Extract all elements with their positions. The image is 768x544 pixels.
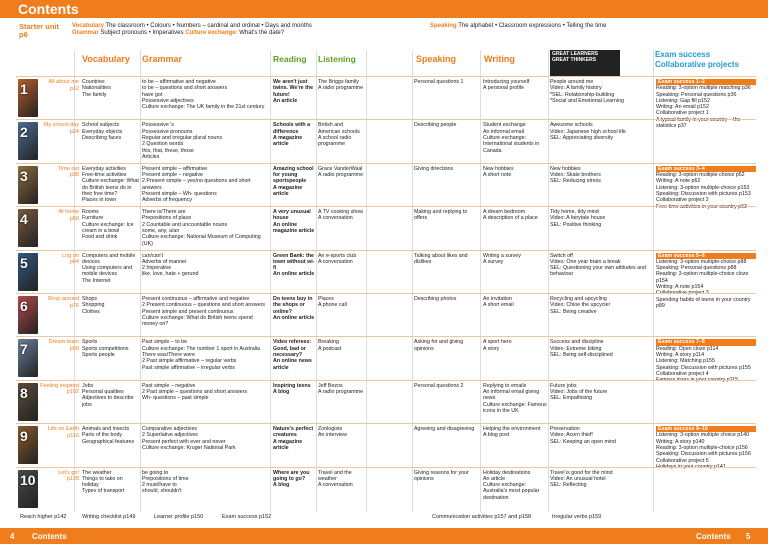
starter-unit-speaking: Speaking The alphabet • Classroom expressions • Telling the time <box>430 23 607 29</box>
speaking-cell: Giving directions <box>414 165 454 172</box>
unit-row <box>16 293 756 336</box>
grammar-cell: Present simple – affirmative Present simple – negative 2 Present simple – yes/no questions and short answers Present simple – Wh- questions Adverbs of frequency <box>142 165 251 204</box>
speaking-cell: Giving reasons for your opinions <box>414 469 469 482</box>
writing-cell: New hobbies A short note <box>483 165 514 179</box>
footer-bar <box>0 528 768 544</box>
vocabulary-cell: Jobs Personal qualities Adjectives to describe jobs <box>82 382 134 408</box>
bottom-references <box>16 514 756 522</box>
vocabulary-cell: The weather Things to take on holiday Types of transport <box>82 469 125 495</box>
exam-success-heading: Exam success 7–8 <box>656 339 756 345</box>
exam-success-text: Reading: 3-option multiple choice p62 Writing: A note p62 Listening: 3-option multiple-choice p153 Speaking: Discussion with pictures p153 Collaborative project 2 Free-time activities in your country p63 <box>656 172 751 210</box>
unit-number: 1 <box>20 81 28 97</box>
exam-success-text: Reading: 3-option multiple matching p36 Speaking: Personal questions p36 Listening: Gap fill p152 Writing: An email p152 Collaborative project 1 A typical family in your country – the statistics p37 <box>656 85 751 130</box>
listening-cell: Grace VanderWaal A radio programme <box>318 165 364 179</box>
great-learners-cell: Tidy home, tidy mind Video: A fairytale house SEL: Positive thinking <box>550 209 606 228</box>
unit-number: 6 <box>20 298 28 314</box>
unit-title: My school day p24 <box>43 122 79 135</box>
unit-title: Feeling inspired p102 <box>40 382 79 396</box>
left-footer-title: Contents <box>32 532 67 541</box>
right-page-number: 5 <box>746 532 751 541</box>
grammar-cell: Past simple – negative 2 Past simple – questions and short answers Wh- questions – past simple <box>142 382 248 402</box>
page-title: Contents <box>18 1 79 17</box>
unit-row <box>16 206 756 249</box>
unit-row <box>16 119 756 162</box>
header-reading: Reading <box>273 54 307 64</box>
reading-cell: Do teens buy in the shops or online? An online article <box>273 296 315 321</box>
listening-cell: A TV cooking show A conversation <box>318 209 363 222</box>
unit-number: 4 <box>20 211 28 228</box>
vocabulary-cell: Computers and mobile devices Using computers and mobile devices The Internet <box>82 252 136 284</box>
exam-success-heading: Exam success 1–2 <box>656 79 756 85</box>
listening-cell: Places A phone call <box>318 296 347 309</box>
listening-cell: Zoologists An interview <box>318 426 347 439</box>
unit-title: Life on Earth p116 <box>47 426 79 439</box>
great-learners-cell: New hobbies Video: Skate brothers SEL: Reducing stress <box>550 165 601 185</box>
reading-cell: A very unusual house An online magazine article <box>273 209 315 235</box>
grammar-cell: can/can't Adverbs of manner 2 Imperative like, love, hate + gerund <box>142 252 199 278</box>
grammar-cell: be going to Prepositions of time 2 must/have to should, shouldn't <box>142 469 189 495</box>
header-vocabulary: Vocabulary <box>82 54 130 64</box>
reading-cell: Where are you going to go? A blog <box>273 469 310 489</box>
great-learners-cell: Preservation Video: Acorn thief! SEL: Keeping an open mind <box>550 426 616 445</box>
great-learners-cell: People around me Video: A family history *SEL: Relationship-building *Social and Emotional Learning <box>550 79 624 104</box>
great-learners-cell: Switch off Video: One year brain a break SEL: Questioning your own attitudes and behaviour <box>550 252 646 278</box>
exam-success-heading: Exam success 9–10 <box>656 426 756 432</box>
great-learners-cell: Future jobs Video: Jobs of the future SEL: Empathising <box>550 382 608 402</box>
left-page-number: 4 <box>10 532 15 541</box>
speaking-cell: Describing photos <box>414 296 457 302</box>
header-grammar: Grammar <box>142 54 183 64</box>
writing-cell: A sport hero A story <box>483 339 512 352</box>
grammar-cell: Past simple – to be Culture exchange: The number 1 sport in Australia There was/There were 2 Past simple affirmative – regular verbs Past simple affirmative – irregular verbs <box>142 339 260 371</box>
writing-cell: Writing a survey A survey <box>483 252 521 265</box>
starter-unit-row <box>16 22 756 44</box>
reach-higher-ref: Reach higher p142 <box>20 514 67 520</box>
unit-title: All about me p12 <box>48 79 79 92</box>
unit-row <box>16 467 756 510</box>
contents-title-bar <box>0 0 768 18</box>
listening-cell: British and American schools A school radio programme <box>318 122 360 148</box>
unit-number: 10 <box>20 471 36 488</box>
unit-number: 5 <box>20 254 28 271</box>
irregular-verbs-ref: Irregular verbs p159 <box>552 514 602 520</box>
listening-cell: Travel and the weather A conversation <box>318 469 353 489</box>
starter-unit-vocab-grammar: Vocabulary The classroom • Colours • Numbers – cardinal and ordinal • Days and months Grammar Subject pronouns • Imperatives Culture exchange: What's the date? <box>72 23 312 36</box>
speaking-cell: Talking about likes and dislikes <box>414 252 468 265</box>
grammar-cell: Present continuous – affirmative and negative 2 Present continuous – questions and short answers Present simple and present continuous Culture exchange: What do British teens spend money on? <box>142 296 266 328</box>
writing-cell: Student exchange An informal email Culture exchange: International students in Canada <box>483 122 540 154</box>
reading-cell: Inspiring teens A blog <box>273 382 311 396</box>
unit-row <box>16 380 756 423</box>
vocabulary-cell: Countries Nationalities The family <box>82 79 111 98</box>
vocabulary-cell: Rooms Furniture Culture exchange: Ice cream in a bowl Food and drink <box>82 209 134 241</box>
writing-cell: Replying to emails An informal email giving news Culture exchange: Famous icons in the UK <box>483 382 547 414</box>
vocabulary-cell: Sports Sports competitions Sports people <box>82 339 129 358</box>
exam-success-text: Reading: Open cloze p114 Writing: A story p114 Listening: Matching p155 Speaking: Discussion with pictures p155 Collaborative project 4 Famous icons in your country p115 <box>656 345 751 384</box>
great-learners-cell: Travel is good for the mind Video: An unusual hotel SEL: Reflecting <box>550 469 613 489</box>
unit-title: Shop around p76 <box>47 296 79 309</box>
speaking-cell: Personal questions 2 <box>414 382 464 389</box>
unit-number: 8 <box>20 384 28 401</box>
listening-cell: Breaking A podcast <box>318 339 342 352</box>
writing-cell: Introducing yourself A personal profile <box>483 79 530 92</box>
right-footer-title: Contents <box>696 532 731 541</box>
reading-cell: We aren't just twins. We're the future! An article <box>273 79 314 104</box>
reading-cell: Amazing school for young sportspeople A magazine article <box>273 165 314 197</box>
writing-cell: A dream bedroom A description of a place <box>483 209 538 222</box>
speaking-cell: Personal questions 1 <box>414 79 464 85</box>
unit-title: Log on p64 <box>62 252 79 266</box>
reading-cell: Schools with a difference A magazine article <box>273 122 311 148</box>
grammar-cell: to be – affirmative and negative to be – questions and short answers have got Possessive adjectives Culture exchange: The UK family in the 21st century <box>142 79 265 111</box>
starter-unit-label: Starter unit p6 <box>19 22 60 39</box>
vocabulary-cell: Everyday activities Free-time activities Culture exchange: What do British teens do in their free time? Places in town <box>82 165 139 204</box>
unit-title: At home p50 <box>58 209 79 222</box>
writing-cell: Helping the environment A blog post <box>483 426 541 439</box>
great-learners-cell: Recycling and upcycling Video: Chloe the upcycler SEL: Being creative <box>550 296 611 315</box>
unit-number: 7 <box>20 341 28 358</box>
listening-cell: The Briggs family A radio programme <box>318 79 364 92</box>
grammar-cell: Comparative adjectives 2 Superlative adjectives Present perfect with ever and never Culture exchange: Kruger National Park <box>142 426 236 452</box>
speaking-cell: Asking for and giving opinions <box>414 339 464 352</box>
writing-cell: Holiday destinations An article Culture exchange: Australia's most popular destination <box>483 469 540 501</box>
speaking-cell: Agreeing and disagreeing <box>414 426 475 433</box>
great-learners-cell: Awesome schools Video: Japanese high school life SEL: Appreciating diversity <box>550 122 626 141</box>
exam-success-heading: Exam success 3–4 <box>656 166 756 172</box>
header-exam-success: Exam success Collaborative projects <box>655 50 740 69</box>
header-listening: Listening <box>318 54 356 64</box>
speaking-cell: Describing people <box>414 122 457 129</box>
great-learners-cell: Success and discipline Video: Extreme biking SEL: Being self-disciplined <box>550 339 613 358</box>
reading-cell: Nature's perfect creatures A magazine article <box>273 426 314 452</box>
vocabulary-cell: Animals and insects Parts of the body Geographical features <box>82 426 135 445</box>
unit-number: 9 <box>20 428 28 445</box>
header-great-learners: GREAT LEARNERS GREAT THINKERS <box>550 50 620 76</box>
unit-number: 3 <box>20 167 28 184</box>
vocabulary-cell: Shops Shopping Clothes <box>82 296 105 315</box>
exam-success-heading: Exam success 5–6 <box>656 253 756 259</box>
unit-row <box>16 163 756 210</box>
header-writing: Writing <box>484 54 515 64</box>
listening-cell: Jeff Bezos A radio programme <box>318 382 364 396</box>
reading-cell: Video referees: Good, bad or necessary? An online news article <box>273 339 312 371</box>
communication-activities-ref: Communication activities p157 and p158 <box>432 514 532 520</box>
reading-cell: Green Bank: the town without wi-fi An online article <box>273 252 315 278</box>
unit-title: Dream team p90 <box>48 339 79 352</box>
exam-success-text: Listening: 3-option multiple choice p140 Writing: A story p140 Reading: 3-option multiple-choice p156 Speaking: Discussion with pictures p156 Collaborative project 5 Holidays in your country p141 <box>656 432 751 470</box>
unit-title: Let's go! p128 <box>58 469 79 483</box>
listening-cell: An e-sports club A conversation <box>318 252 357 265</box>
exam-success-text: Listening: 3-option multiple-choice p88 Speaking: Personal questions p88 Reading: 3-option multiple-choice cloze p154 Writing: A note p154 Collaborative project 3 Spending habits of teens in your country p89 <box>656 258 751 309</box>
grammar-cell: Possessive 's Possessive pronouns Regular and irregular plural nouns 2 Question words this, that, these, those Articles <box>142 122 223 160</box>
learner-profile-ref: Learner profile p150 <box>154 514 204 520</box>
writing-checklist-ref: Writing checklist p149 <box>82 514 136 520</box>
header-speaking: Speaking <box>416 54 457 64</box>
grammar-cell: There is/There are Prepositions of place 2 Countable and uncountable nouns some, any, a/an Culture exchange: National Museum of Computing (UK) <box>142 209 261 247</box>
speaking-cell: Making and replying to offers <box>414 209 468 222</box>
unit-row <box>16 423 756 470</box>
vocabulary-cell: School subjects Everyday objects Describing faces <box>82 122 123 141</box>
unit-number: 2 <box>20 124 28 141</box>
exam-success-ref: Exam success p152 <box>222 514 272 520</box>
writing-cell: An invitation A short email <box>483 296 514 309</box>
unit-title: Time out p38 <box>57 165 79 179</box>
unit-row <box>16 336 756 384</box>
